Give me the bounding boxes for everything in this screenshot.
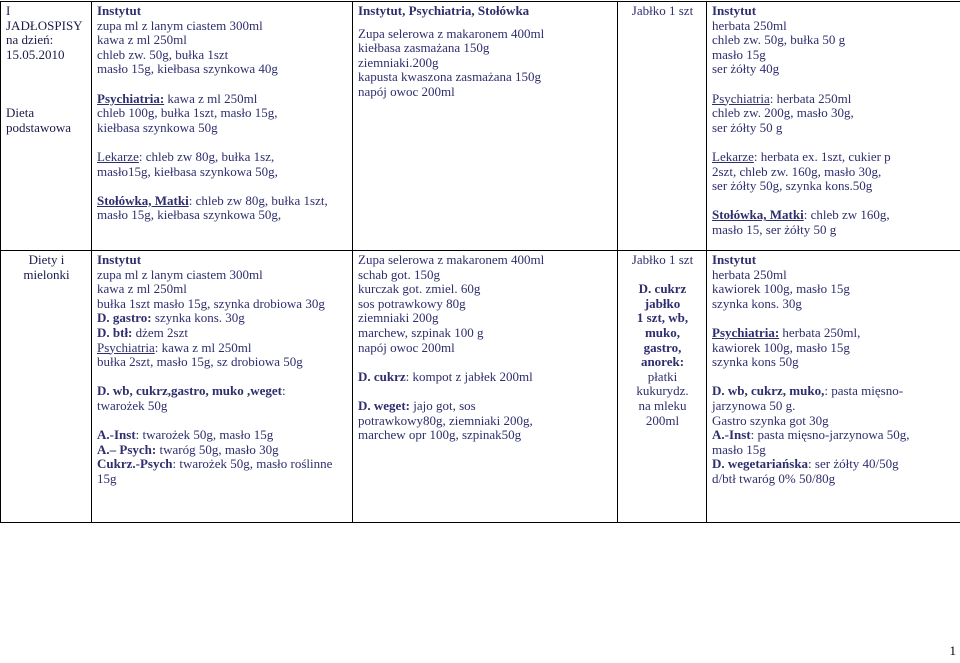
menu-line: potrawkowy80g, ziemniaki 200g, [358,412,533,428]
dinner-cell [707,2,960,251]
section-label: Lekarze [97,148,139,164]
menu-line: herbata 250ml [712,266,787,282]
menu-line: sos potrawkowy 80g [358,295,466,311]
diet-name: Diety i mielonki [23,252,70,282]
menu-line: marchew, szpinak 100 g [358,324,484,340]
section-label: A.-Inst [712,427,751,443]
lunch-cell [353,251,618,523]
menu-line: chleb zw. 50g, bułka 50 g [712,32,846,48]
breakfast-cell [92,2,353,251]
menu-line: : kawa z ml 250ml [154,339,252,355]
menu-line: chleb 100g, bułka 1szt, masło 15g, [97,105,278,121]
menu-line: zupa ml z lanym ciastem 300ml [97,17,263,33]
snack-cell [618,2,707,251]
dinner-cell [707,251,960,523]
section-label: D. cukrz jabłko [638,281,687,311]
section-label: Stołówka, Matki [97,192,189,208]
menu-line: jajo got, sos [409,397,476,413]
lunch-cell [353,2,618,251]
menu-line: zupa ml z lanym ciastem 300ml [97,266,263,282]
menu-line: masło 15g [712,46,766,62]
menu-line: : pasta mięsno-jarzynowa 50g, [750,427,910,443]
section-label: D. btł: [97,324,133,340]
menu-line: Jabłko 1 szt [631,252,694,267]
snack-cell [618,251,707,523]
section-label: D. cukrz [358,368,406,384]
section-label: 1 szt, wb, muko, [636,310,689,340]
section-label: D. gastro: [97,310,152,326]
menu-line: ziemniaki.200g [358,54,439,70]
menu-line: : twarożek 50g, masło 15g [135,427,274,443]
section-label: Instytut [97,3,142,18]
section-label: gastro, anorek: [640,339,685,370]
menu-line: dżem 2szt [132,324,188,340]
section-label: Stołówka, Matki [712,207,804,223]
section-label: Instytut [712,252,757,267]
menu-line: herbata 250ml [712,17,787,33]
menu-line: kapusta kwaszona zasmażana 150g [358,69,542,85]
menu-line: d/btł twaróg 0% 50/80g [712,470,836,486]
section-label: D. wb, cukrz,gastro, muko ,weget [97,383,282,399]
menu-line: kawa z ml 250ml [97,32,187,48]
menu-line: Zupa selerowa z makaronem 400ml [358,25,545,41]
menu-line: 15g [97,470,117,486]
section-label: A.-Inst [97,427,136,443]
menu-line: ser żółty 40g [712,61,780,77]
menu-line: masło 15g [712,441,766,457]
menu-line: : chleb zw 80g, bułka 1sz, [138,148,275,164]
menu-line: : herbata 250ml [769,90,852,106]
menu-line: twaróg 50g, masło 30g [156,441,279,457]
menu-line: : pasta mięsno- [824,383,904,399]
menu-line: jarzynowa 50 g. [712,397,796,413]
diet-name: Dieta podstawowa [6,104,71,135]
menu-line: ziemniaki 200g [358,310,439,326]
menu-line: kiełbasa szynkowa 50g [97,119,218,135]
menu-line: : ser żółty 40/50g [808,456,899,472]
section-label: A.– Psych: [97,441,157,457]
menu-line: kawiorek 100g, masło 15g [712,339,850,355]
section-label: Instytut [712,3,757,18]
menu-line: : [282,383,286,399]
menu-line: : chleb zw 80g, bułka 1szt, [188,192,328,208]
menu-line: twarożek 50g [97,397,168,413]
menu-line: masło15g, kiełbasa szynkowa 50g, [97,163,278,179]
section-label: Psychiatria [712,90,770,106]
menu-line: bułka 1szt masło 15g, szynka drobiowa 30g [97,295,325,311]
menu-line: masło 15g, kiełbasa szynkowa 50g, [97,207,282,223]
menu-line: Gastro szynka got 30g [712,412,829,428]
menu-line: płatki kukurydz. [636,368,689,399]
table-row [1,251,960,523]
menu-line: kawa z ml 250ml [167,90,258,106]
section-label: Psychiatria: [712,324,780,340]
menu-line: kurczak got. zmiel. 60g [358,281,481,297]
section-label: D. weget: [358,397,410,413]
menu-line: chleb zw. 200g, masło 30g, [712,105,854,121]
menu-line: schab got. 150g [358,266,440,282]
menu-line: marchew opr 100g, szpinak50g [358,427,522,443]
menu-line: napój owoc 200ml [358,83,455,99]
menu-line: : kompot z jabłek 200ml [405,368,533,384]
menu-title: I JADŁOSPISY na dzień: 15.05.2010 [6,3,83,62]
menu-line: Zupa selerowa z makaronem 400ml [358,252,545,267]
menu-line: kawa z ml 250ml [97,281,187,297]
menu-line: szynka kons 50g [712,354,799,370]
section-label: Lekarze [712,148,754,164]
menu-line: herbata 250ml, [779,324,861,340]
menu-line: szynka kons. 30g [151,310,245,326]
menu-line: : chleb zw 160g, [803,207,890,223]
date-diet-cell [1,2,92,251]
menu-line: ser żółty 50 g [712,119,783,135]
menu-line: : twarożek 50g, masło roślinne [172,456,333,472]
section-label: D. wegetariańska [712,456,809,472]
menu-line: Jabłko 1 szt [631,3,694,18]
menu-line: kiełbasa zasmażana 150g [358,40,490,56]
section-label: Instytut [97,252,142,267]
page-number: 1 [949,643,956,658]
menu-line: 2szt, chleb zw. 160g, masło 30g, [712,163,882,179]
menu-line: masło 15, ser żółty 50 g [712,221,837,237]
diet-cell [1,251,92,523]
menu-line: na mleku 200ml [638,397,687,428]
table-row [1,2,960,251]
menu-line: kawiorek 100g, masło 15g [712,281,850,297]
section-label: Psychiatria [97,339,155,355]
section-label: Instytut, Psychiatria, Stołówka [358,3,530,18]
menu-line: napój owoc 200ml [358,339,455,355]
menu-line: : herbata ex. 1szt, cukier p [753,148,891,164]
menu-line: szynka kons. 30g [712,295,802,311]
menu-table [0,1,960,523]
menu-line: masło 15g, kiełbasa szynkowa 40g [97,61,278,77]
section-label: Cukrz.-Psych [97,456,173,472]
menu-line: chleb zw. 50g, bułka 1szt [97,46,229,62]
menu-line: bułka 2szt, masło 15g, sz drobiowa 50g [97,354,303,370]
section-label: D. wb, cukrz, muko, [712,383,825,399]
menu-line: ser żółty 50g, szynka kons.50g [712,178,873,194]
breakfast-cell [92,251,353,523]
section-label: Psychiatria: [97,90,165,106]
